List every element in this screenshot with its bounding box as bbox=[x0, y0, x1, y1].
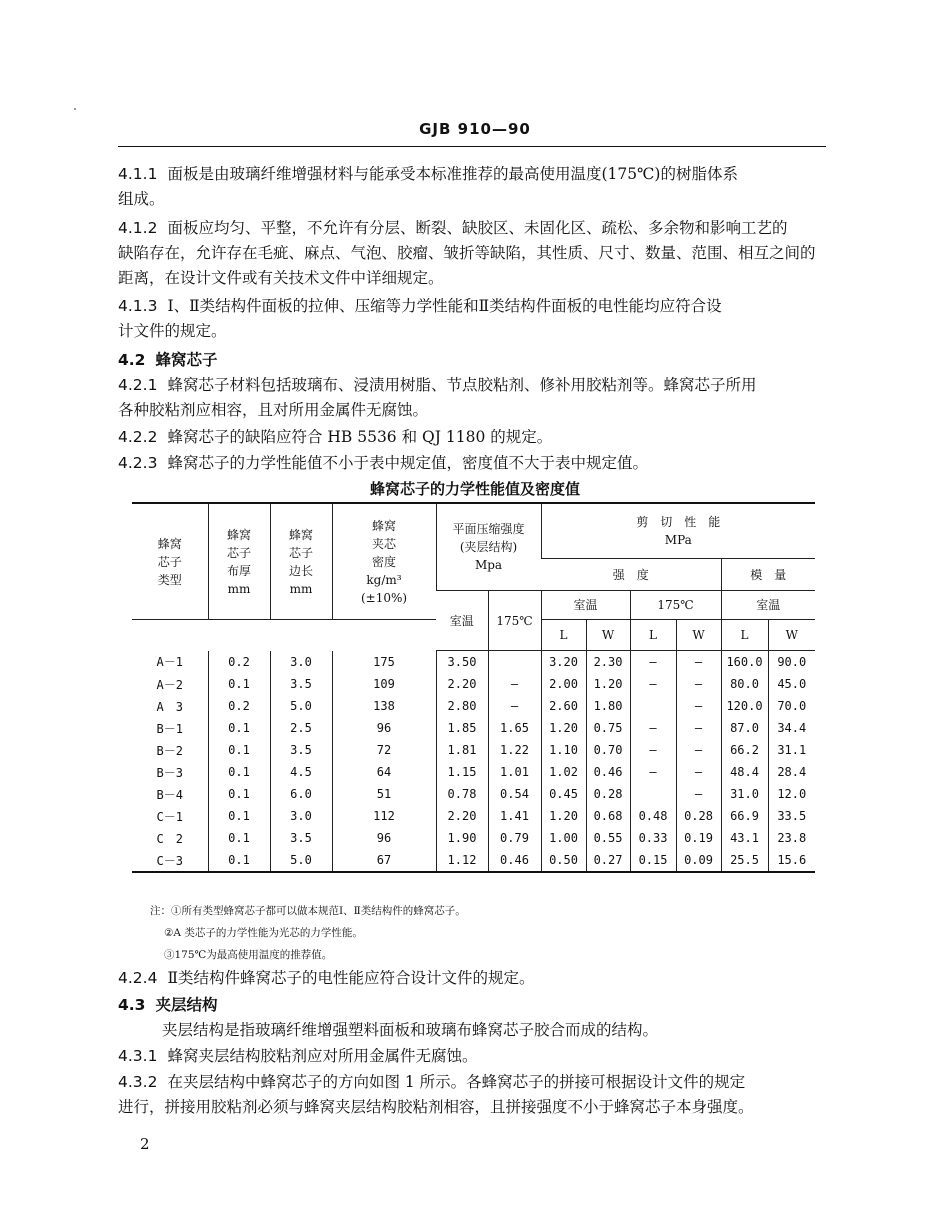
table-cell: 72 bbox=[332, 739, 436, 761]
para-4-2-4 bbox=[118, 966, 828, 991]
table-note-2: ②A 类芯子的力学性能为光芯的力学性能。 bbox=[164, 927, 363, 939]
header-shear-properties: 剪 切 性 能 MPa bbox=[541, 503, 815, 559]
header-core-type: 蜂窝 芯子 类型 bbox=[132, 503, 208, 620]
section-title: 蜂窝芯子 bbox=[155, 350, 218, 369]
header-density: 蜂窝 夹芯 密度 kg/m³ (±10%) bbox=[332, 503, 436, 620]
table-cell: C－3 bbox=[132, 849, 208, 872]
table-cell: 3.5 bbox=[270, 673, 332, 695]
table-cell: C－1 bbox=[156, 809, 183, 824]
table-cell: 67 bbox=[332, 849, 436, 872]
para-number: 4.2.3 bbox=[118, 454, 158, 472]
para-number: 4.3.2 bbox=[118, 1073, 158, 1091]
table-cell: 2.80 bbox=[436, 695, 488, 717]
para-4-1-3 bbox=[118, 294, 828, 344]
para-text: 夹层结构是指玻璃纤维增强塑料面板和玻璃布蜂窝芯子胶合而成的结构。 bbox=[162, 1021, 659, 1039]
table-cell: 1.12 bbox=[436, 849, 488, 872]
table-cell: 0.09 bbox=[676, 849, 721, 872]
table-cell: 31.1 bbox=[768, 739, 815, 761]
table-cell: 3.20 bbox=[541, 651, 586, 674]
table-cell: 87.0 bbox=[721, 717, 768, 739]
table-cell: 1.80 bbox=[586, 695, 630, 717]
table-cell bbox=[630, 783, 676, 805]
para-text: Ⅰ、Ⅱ类结构件面板的拉伸、压缩等力学性能和Ⅱ类结构件面板的电性能均应符合设 bbox=[167, 297, 722, 315]
table-cell: — bbox=[676, 673, 721, 695]
table-cell: A－2 bbox=[156, 677, 183, 692]
table-body bbox=[132, 651, 815, 873]
table-cell: 0.54 bbox=[488, 783, 541, 805]
table-cell: 0.75 bbox=[586, 717, 630, 739]
table-cell: 96 bbox=[332, 717, 436, 739]
table-cell: 1.10 bbox=[541, 739, 586, 761]
header-strength-room-temp: 室温 bbox=[541, 591, 630, 620]
table-row bbox=[132, 849, 815, 872]
para-number: 4.3.1 bbox=[118, 1047, 158, 1065]
table-cell bbox=[488, 651, 541, 674]
table-cell: 0.46 bbox=[586, 761, 630, 783]
section-4-2-heading bbox=[118, 347, 828, 373]
header-comp-room-temp: 室温 bbox=[436, 591, 488, 651]
table-cell: 2.00 bbox=[541, 673, 586, 695]
para-4-2-2 bbox=[118, 425, 828, 450]
header-compression-strength: 平面压缩强度 (夹层结构) Mpa bbox=[436, 503, 541, 591]
section-number: 4.3 bbox=[118, 996, 146, 1014]
table-cell: 2.60 bbox=[541, 695, 586, 717]
table-cell: 0.50 bbox=[541, 849, 586, 872]
para-text: 蜂窝芯子的力学性能值不小于表中规定值，密度值不大于表中规定值。 bbox=[167, 454, 648, 472]
table-note-3: ③175℃为最高使用温度的推荐值。 bbox=[164, 949, 333, 961]
para-text: 蜂窝夹层结构胶粘剂应对所用金属件无腐蚀。 bbox=[167, 1047, 478, 1065]
para-text: 各种胶粘剂应相容，且对所用金属件无腐蚀。 bbox=[118, 401, 429, 419]
header-L: L bbox=[721, 620, 768, 651]
table-cell: 0.1 bbox=[208, 783, 270, 805]
table-cell: 2.20 bbox=[436, 805, 488, 827]
table-cell: B－2 bbox=[156, 743, 183, 758]
table-cell: 5.0 bbox=[270, 695, 332, 717]
table-cell: 51 bbox=[332, 783, 436, 805]
table-cell: 15.6 bbox=[768, 849, 815, 872]
table-cell: 109 bbox=[332, 673, 436, 695]
table-cell: 1.81 bbox=[436, 739, 488, 761]
table-cell: 0.1 bbox=[208, 761, 270, 783]
table-cell: 3.5 bbox=[270, 739, 332, 761]
table-cell: 23.8 bbox=[768, 827, 815, 849]
table-cell: 0.1 bbox=[208, 673, 270, 695]
para-number: 4.2.1 bbox=[118, 376, 158, 394]
header-spacer bbox=[132, 620, 436, 651]
para-text: 蜂窝芯子材料包括玻璃布、浸渍用树脂、节点胶粘剂、修补用胶粘剂等。蜂窝芯子所用 bbox=[167, 376, 757, 394]
table-cell: 5.0 bbox=[270, 849, 332, 872]
table-cell: 45.0 bbox=[768, 673, 815, 695]
para-text: 在夹层结构中蜂窝芯子的方向如图 1 所示。各蜂窝芯子的拼接可根据设计文件的规定 bbox=[167, 1073, 746, 1091]
para-4-2-3 bbox=[118, 451, 828, 476]
table-cell: 0.15 bbox=[630, 849, 676, 872]
header-cloth-thickness: 蜂窝 芯子 布厚 mm bbox=[208, 503, 270, 620]
header-shear-modulus: 模 量 bbox=[721, 559, 815, 591]
table-cell: 0.1 bbox=[208, 739, 270, 761]
table-cell: 1.20 bbox=[541, 805, 586, 827]
para-number: 4.1.3 bbox=[118, 297, 158, 315]
table-row bbox=[132, 673, 815, 695]
table-cell: 0.1 bbox=[208, 717, 270, 739]
para-4-1-1 bbox=[118, 162, 828, 212]
table-row bbox=[132, 827, 815, 849]
table-cell: 43.1 bbox=[721, 827, 768, 849]
table-caption: 蜂窝芯子的力学性能值及密度值 bbox=[369, 480, 580, 498]
para-text: 组成。 bbox=[118, 190, 165, 208]
table-cell: 1.90 bbox=[436, 827, 488, 849]
table-cell: A 3 bbox=[156, 699, 183, 714]
table-cell: 90.0 bbox=[768, 651, 815, 674]
table-cell: — bbox=[488, 695, 541, 717]
table-cell: 96 bbox=[332, 827, 436, 849]
header-L: L bbox=[630, 620, 676, 651]
table-cell: 34.4 bbox=[768, 717, 815, 739]
table-cell: 6.0 bbox=[270, 783, 332, 805]
para-text: 缺陷存在，允许存在毛疵、麻点、气泡、胶瘤、皱折等缺陷，其性质、尺寸、数量、范围、相互之间的 bbox=[118, 244, 816, 262]
table-cell: — bbox=[488, 673, 541, 695]
table-cell: 0.28 bbox=[676, 805, 721, 827]
table-cell: — bbox=[676, 695, 721, 717]
table-cell bbox=[630, 695, 676, 717]
table-row bbox=[132, 651, 815, 674]
header-W: W bbox=[586, 620, 630, 651]
table-cell: 3.50 bbox=[436, 651, 488, 674]
table-cell: 1.20 bbox=[586, 673, 630, 695]
table-cell: 2.20 bbox=[436, 673, 488, 695]
table-row bbox=[132, 717, 815, 739]
table-cell: 64 bbox=[332, 761, 436, 783]
table-cell: B－4 bbox=[156, 787, 183, 802]
header-comp-175: 175℃ bbox=[488, 591, 541, 651]
table-cell: 0.78 bbox=[436, 783, 488, 805]
para-text: 面板是由玻璃纤维增强材料与能承受本标准推荐的最高使用温度(175℃)的树脂体系 bbox=[167, 165, 738, 183]
table-cell: — bbox=[676, 761, 721, 783]
scan-speck bbox=[74, 108, 76, 110]
table-cell: 1.02 bbox=[541, 761, 586, 783]
table-cell: 25.5 bbox=[721, 849, 768, 872]
para-text: 进行，拼接用胶粘剂必须与蜂窝夹层结构胶粘剂相容，且拼接强度不小于蜂窝芯子本身强度。 bbox=[118, 1098, 754, 1116]
table-cell: 31.0 bbox=[721, 783, 768, 805]
table-cell: 3.5 bbox=[270, 827, 332, 849]
table-cell: — bbox=[630, 739, 676, 761]
table-row bbox=[132, 739, 815, 761]
table-cell: 33.5 bbox=[768, 805, 815, 827]
table-cell: 120.0 bbox=[721, 695, 768, 717]
table-cell: 70.0 bbox=[768, 695, 815, 717]
table-note-1: 注：①所有类型蜂窝芯子都可以做本规范Ⅰ、Ⅱ类结构件的蜂窝芯子。 bbox=[150, 905, 466, 917]
table-cell: 1.20 bbox=[541, 717, 586, 739]
para-4-3-1 bbox=[118, 1044, 828, 1069]
table-cell: A－1 bbox=[156, 655, 183, 670]
table-cell: 48.4 bbox=[721, 761, 768, 783]
table-cell: — bbox=[676, 739, 721, 761]
table-cell: 0.48 bbox=[630, 805, 676, 827]
table-cell: 138 bbox=[332, 695, 436, 717]
para-text: Ⅱ类结构件蜂窝芯子的电性能应符合设计文件的规定。 bbox=[167, 969, 535, 987]
table-cell: 1.65 bbox=[488, 717, 541, 739]
para-text: 计文件的规定。 bbox=[118, 322, 227, 340]
table-cell: 0.70 bbox=[586, 739, 630, 761]
table-cell: 0.2 bbox=[208, 695, 270, 717]
header-cell-size: 蜂窝 芯子 边长 mm bbox=[270, 503, 332, 620]
table-cell: 0.27 bbox=[586, 849, 630, 872]
table-cell: 0.68 bbox=[586, 805, 630, 827]
table-cell: 3.0 bbox=[270, 651, 332, 674]
table-cell: 1.01 bbox=[488, 761, 541, 783]
table-cell: 1.85 bbox=[436, 717, 488, 739]
table-cell: 3.0 bbox=[270, 805, 332, 827]
table-cell: — bbox=[630, 717, 676, 739]
table-cell: — bbox=[630, 651, 676, 674]
page-header: GJB 910—90 bbox=[419, 120, 531, 138]
header-W: W bbox=[676, 620, 721, 651]
table-cell: 160.0 bbox=[721, 651, 768, 674]
header-W: W bbox=[768, 620, 815, 651]
table-cell: 1.15 bbox=[436, 761, 488, 783]
table-cell: 0.1 bbox=[208, 805, 270, 827]
section-number: 4.2 bbox=[118, 351, 146, 369]
table-cell: 0.55 bbox=[586, 827, 630, 849]
table-cell: 28.4 bbox=[768, 761, 815, 783]
table-cell: 12.0 bbox=[768, 783, 815, 805]
header-strength-175: 175℃ bbox=[630, 591, 721, 620]
table-cell: 80.0 bbox=[721, 673, 768, 695]
table-cell: — bbox=[676, 717, 721, 739]
table-cell: — bbox=[676, 651, 721, 674]
table-row bbox=[132, 761, 815, 783]
section-title: 夹层结构 bbox=[155, 995, 218, 1014]
table-cell: 66.2 bbox=[721, 739, 768, 761]
table-row bbox=[132, 783, 815, 805]
header-rule bbox=[118, 146, 826, 147]
table-row bbox=[132, 805, 815, 827]
table-cell: 1.41 bbox=[488, 805, 541, 827]
para-4-1-2 bbox=[118, 216, 828, 291]
table-cell: 0.45 bbox=[541, 783, 586, 805]
para-text: 距离，在设计文件或有关技术文件中详细规定。 bbox=[118, 269, 444, 287]
para-number: 4.2.2 bbox=[118, 428, 158, 446]
table-cell: 112 bbox=[332, 805, 436, 827]
table-cell: — bbox=[676, 783, 721, 805]
header-shear-strength: 强 度 bbox=[541, 559, 721, 591]
table-cell: 0.1 bbox=[208, 849, 270, 872]
table-cell: 0.28 bbox=[586, 783, 630, 805]
table-cell: B－3 bbox=[156, 765, 183, 780]
para-4-3-2 bbox=[118, 1070, 828, 1120]
table-cell: 1.22 bbox=[488, 739, 541, 761]
section-4-3-heading bbox=[118, 992, 828, 1018]
table-cell: — bbox=[630, 673, 676, 695]
header-modulus-room-temp: 室温 bbox=[721, 591, 815, 620]
table-cell: 0.1 bbox=[208, 827, 270, 849]
table-cell: 4.5 bbox=[270, 761, 332, 783]
table-cell: 0.19 bbox=[676, 827, 721, 849]
table-row bbox=[132, 695, 815, 717]
para-number: 4.1.1 bbox=[118, 165, 158, 183]
honeycomb-properties-table bbox=[132, 502, 815, 873]
para-4-3 bbox=[162, 1018, 828, 1043]
para-4-2-1 bbox=[118, 373, 828, 423]
table-cell: 175 bbox=[332, 651, 436, 674]
para-number: 4.2.4 bbox=[118, 969, 158, 987]
table-cell: 0.46 bbox=[488, 849, 541, 872]
para-text: 面板应均匀、平整，不允许有分层、断裂、缺胶区、未固化区、疏松、多余物和影响工艺的 bbox=[167, 219, 788, 237]
header-L: L bbox=[541, 620, 586, 651]
para-text: 蜂窝芯子的缺陷应符合 HB 5536 和 QJ 1180 的规定。 bbox=[167, 428, 553, 446]
table-cell: 0.79 bbox=[488, 827, 541, 849]
para-number: 4.1.2 bbox=[118, 219, 158, 237]
table-cell: 0.33 bbox=[630, 827, 676, 849]
table-cell: — bbox=[630, 761, 676, 783]
table-cell: 2.30 bbox=[586, 651, 630, 674]
table-cell: 2.5 bbox=[270, 717, 332, 739]
table-cell: 0.2 bbox=[208, 651, 270, 674]
page-number: 2 bbox=[140, 1135, 150, 1153]
table-cell: C 2 bbox=[156, 831, 183, 846]
table-cell: B－1 bbox=[156, 721, 183, 736]
table-cell: 1.00 bbox=[541, 827, 586, 849]
table-cell: 66.9 bbox=[721, 805, 768, 827]
